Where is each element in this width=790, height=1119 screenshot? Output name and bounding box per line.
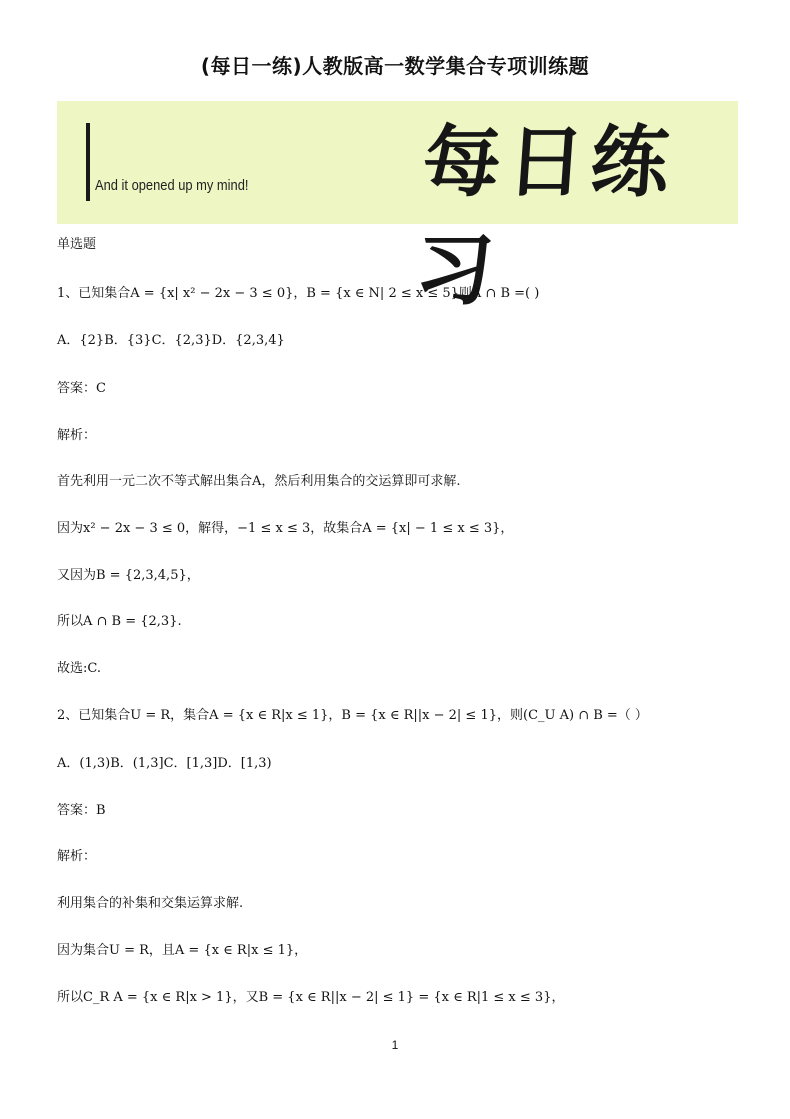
section-heading: 单选题 (57, 237, 97, 252)
question-1-conclusion: 故选:C. (57, 661, 101, 676)
page-title: (每日一练)人教版高一数学集合专项训练题 (200, 54, 590, 78)
question-1-solution-line: 所以A ∩ B = {2,3}. (57, 614, 182, 629)
question-2-options: A．(1,3)B．(1,3]C．[1,3]D．[1,3) (57, 756, 272, 771)
banner-calligraphy: 每日练习 (412, 118, 678, 316)
banner-accent-bar (86, 123, 90, 201)
question-2-stem: 2、已知集合U = R，集合A = {x ∈ R|x ≤ 1}，B = {x ∈ R||x − 2| ≤ 1}，则(C_U A) ∩ B =（ ） (57, 708, 648, 723)
question-1-stem: 1、已知集合A = {x| x² − 2x − 3 ≤ 0}，B = {x ∈ N| 2 ≤ x ≤ 5}则A ∩ B =( ) (57, 286, 540, 301)
question-1-analysis-text: 首先利用一元二次不等式解出集合A，然后利用集合的交运算即可求解. (57, 474, 461, 489)
question-1-analysis-label: 解析： (57, 428, 97, 443)
question-2-solution-line: 所以C_R A = {x ∈ R|x > 1}，又B = {x ∈ R||x − 2| ≤ 1} = {x ∈ R|1 ≤ x ≤ 3}， (57, 990, 565, 1005)
question-1-solution-line: 又因为B = {2,3,4,5}， (57, 568, 200, 583)
question-1-answer: 答案：C (57, 381, 106, 396)
question-2-answer: 答案：B (57, 803, 106, 818)
question-2-solution-line: 因为集合U = R，且A = {x ∈ R|x ≤ 1}， (57, 943, 308, 958)
question-2-analysis-label: 解析： (57, 849, 97, 864)
banner-tagline: And it opened up my mind! (95, 177, 249, 194)
page-number: 1 (391, 1038, 399, 1052)
question-1-solution-line: 因为x² − 2x − 3 ≤ 0，解得，−1 ≤ x ≤ 3，故集合A = {x| − 1 ≤ x ≤ 3}， (57, 521, 514, 536)
question-1-options: A．{2}B．{3}C．{2,3}D．{2,3,4} (57, 333, 285, 348)
question-2-analysis-text: 利用集合的补集和交集运算求解. (57, 896, 244, 911)
